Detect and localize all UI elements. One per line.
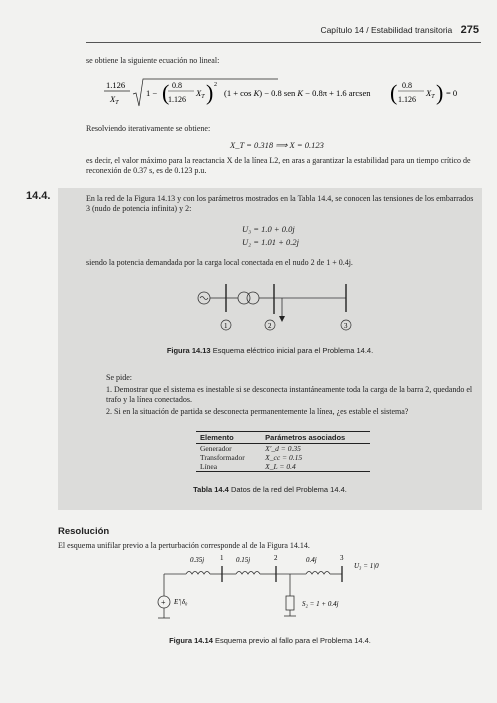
figure-14-14-caption: Figura 14.14 Esquema previo al fallo para el Problema 14.4. xyxy=(169,636,371,645)
node-2-label: 2 xyxy=(274,554,278,562)
problem-number: 14.4. xyxy=(26,190,51,202)
figure-14-13-caption: Figura 14.13 Esquema eléctrico inicial para el Problema 14.4. xyxy=(166,346,374,355)
svg-text:0.8: 0.8 xyxy=(402,81,412,90)
load-label: S₂ = 1 + 0.4j xyxy=(302,600,339,608)
svg-text:1.126: 1.126 xyxy=(106,80,126,90)
svg-text:(1 + cos K) − 0.8 sen K − 0.8π: (1 + cos K) − 0.8 sen K − 0.8π + 1.6 arcsen xyxy=(224,88,371,98)
svg-text:XT: $X_T$ xyxy=(426,88,435,100)
resolution-text: El esquema unifilar previo a la perturbación corresponde al de la Figura 14.14. xyxy=(58,541,310,550)
table-row: Transformador X_cc = 0.15 xyxy=(200,453,303,462)
x-generator-label: 0.35j xyxy=(190,556,205,564)
infinite-bus-voltage: U₃ = 1|0 xyxy=(354,562,379,570)
table-header-element: Elemento xyxy=(196,432,261,444)
inductor-icon xyxy=(186,572,210,575)
svg-text:1.126: 1.126 xyxy=(168,95,186,104)
ask-item-1: 1. Demostrar que el sistema es inestable si se desconecta instantáneamente toda la carga de la barra 2, quedando el trafo y la línea conectados. xyxy=(106,385,473,404)
svg-text:1.126: 1.126 xyxy=(398,95,416,104)
nonlinear-equation xyxy=(100,76,480,110)
asks-title: Se pide: xyxy=(106,373,132,382)
svg-text:XT: $X_T$ xyxy=(196,88,205,100)
svg-text:= 0: = 0 xyxy=(446,88,458,98)
svg-text:): ) xyxy=(436,80,444,105)
svg-text:(: ( xyxy=(390,80,398,105)
x-transformer-label: 0.15j xyxy=(236,556,251,564)
node-1-label: 1 xyxy=(224,322,228,330)
iterative-text: Resolviendo iterativamente se obtiene: xyxy=(86,124,211,133)
svg-text:+: + xyxy=(161,598,166,607)
intro-text: se obtiene la siguiente ecuación no lineal: xyxy=(86,56,220,65)
svg-text:(: ( xyxy=(162,80,170,105)
ask-item-2: 2. Si en la situación de partida se desconecta permanentemente la línea, ¿es estable el sistema? xyxy=(106,407,409,416)
voltage-u3: U₃ = 1.0 + 0.0j xyxy=(242,224,295,234)
problem-statement: En la red de la Figura 14.13 y con los parámetros mostrados en la Tabla 14.4, se conocen las tensiones de los embarrados 3 (nudo de potencia infinita) y 2: xyxy=(86,194,474,213)
node-2-label: 2 xyxy=(268,322,272,330)
node-3-label: 3 xyxy=(344,322,348,330)
svg-text:1 −: 1 − xyxy=(146,88,158,98)
chapter-title: Capítulo 14 / Estabilidad transitoria xyxy=(320,25,453,35)
conclusion-text: es decir, el valor máximo para la reactancia X de la línea L2, en aras a garantizar la estabilidad para un tiempo crítico de reconexión de 0.37 s, es de 0.123 p.u. xyxy=(86,156,471,175)
svg-text:2: 2 xyxy=(214,82,217,88)
figure-14-14-diagram xyxy=(150,552,390,624)
inductor-icon xyxy=(236,572,260,575)
svg-text:0.8: 0.8 xyxy=(172,81,182,90)
header-rule xyxy=(86,42,481,43)
node-3-label: 3 xyxy=(340,554,344,562)
load-icon xyxy=(286,596,294,610)
x-line-label: 0.4j xyxy=(306,556,317,564)
svg-text:): ) xyxy=(206,80,214,105)
table-row: Línea X_L = 0.4 xyxy=(196,462,370,472)
inductor-icon xyxy=(306,572,330,575)
source-label: E′|δ₀ xyxy=(174,598,188,606)
result-equation: X_T = 0.318 ⟹ X = 0.123 xyxy=(230,140,324,150)
table-header-params: Parámetros asociados xyxy=(261,432,370,444)
parameters-table xyxy=(196,431,370,472)
voltage-u2: U₂ = 1.01 + 0.2j xyxy=(242,237,299,247)
node-1-label: 1 xyxy=(220,554,224,562)
load-arrow-icon xyxy=(279,316,285,322)
table-row: Generador X′_d = 0.35 xyxy=(200,444,301,453)
table-14-4-caption: Tabla 14.4 Datos de la red del Problema 14.4. xyxy=(193,485,347,494)
svg-text:XT: $X_T$ xyxy=(110,94,119,106)
resolution-heading: Resolución xyxy=(58,526,110,537)
figure-14-13-diagram xyxy=(190,278,370,334)
page-number: 275 xyxy=(460,24,479,36)
running-header xyxy=(320,24,479,36)
load-text: siendo la potencia demandada por la carga local conectada en el nudo 2 de 1 + 0.4j. xyxy=(86,258,353,267)
